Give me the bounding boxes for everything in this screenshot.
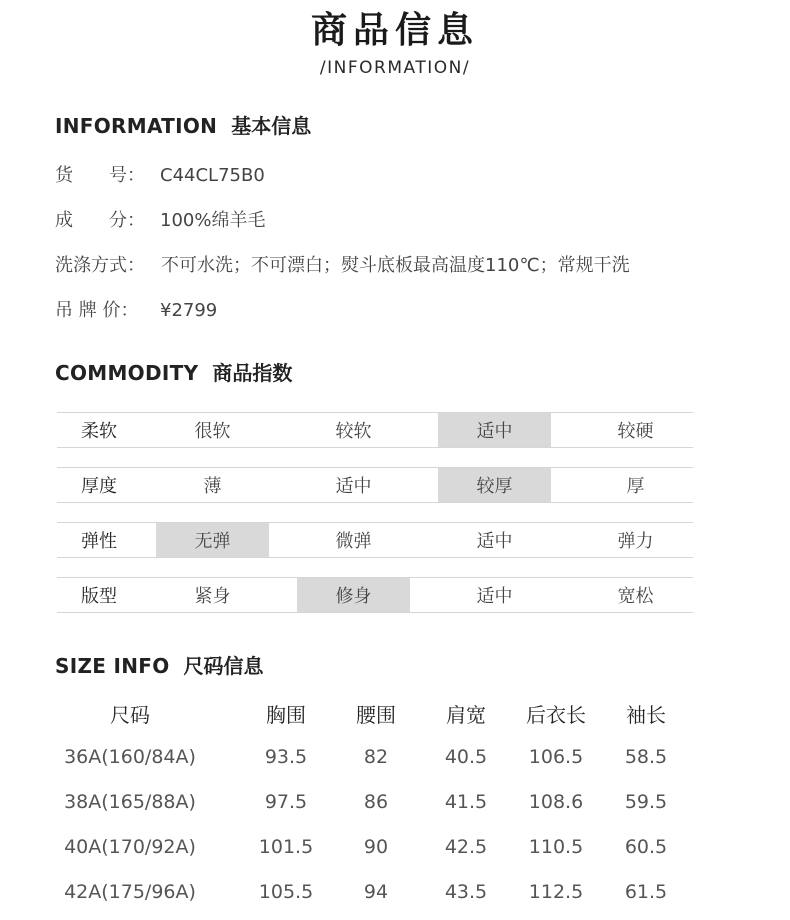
- size-cell: 42A(175/96A): [64, 880, 196, 903]
- index-option: 较软: [335, 421, 372, 442]
- info-label: 吊 牌 价：: [55, 300, 139, 321]
- index-row-name: 柔软: [81, 421, 117, 442]
- index-row-fit: [57, 577, 693, 613]
- index-option: 微弹: [335, 531, 372, 552]
- size-info-heading: [55, 650, 264, 679]
- size-cell: 36A(160/84A): [64, 745, 196, 768]
- size-col-header: 肩宽: [446, 702, 486, 727]
- index-option: 适中: [476, 586, 513, 607]
- size-cell: 110.5: [528, 835, 584, 858]
- size-cell: 38A(165/88A): [64, 790, 196, 813]
- index-option: 薄: [203, 476, 222, 497]
- index-option: 紧身: [194, 586, 231, 607]
- info-value: C44CL75B0: [160, 165, 265, 186]
- size-cell: 106.5: [528, 745, 584, 768]
- info-value: 100%绵羊毛: [160, 210, 266, 231]
- size-cell: 43.5: [444, 880, 488, 903]
- size-info-heading-cn: 尺码信息: [183, 654, 264, 678]
- size-col-header: 后衣长: [526, 702, 586, 727]
- size-cell: 93.5: [264, 745, 308, 768]
- commodity-heading: [55, 357, 292, 386]
- info-label: 货 号：: [55, 165, 145, 186]
- index-option: 适中: [476, 531, 513, 552]
- index-row-name: 弹性: [81, 531, 117, 552]
- info-row-washing: [55, 251, 630, 277]
- index-row-thickness: [57, 467, 693, 503]
- basic-info-heading: [55, 110, 311, 139]
- size-cell: 86: [363, 790, 389, 813]
- table-row: [55, 869, 755, 914]
- commodity-heading-cn: 商品指数: [212, 361, 293, 385]
- size-cell: 105.5: [258, 880, 314, 903]
- index-row-elasticity: [57, 522, 693, 558]
- size-table: [55, 692, 755, 914]
- index-option: 较硬: [617, 421, 654, 442]
- index-option: 厚: [626, 476, 645, 497]
- index-option: 较厚: [438, 468, 551, 502]
- commodity-heading-en: COMMODITY: [55, 361, 199, 385]
- size-cell: 40A(170/92A): [64, 835, 196, 858]
- info-label: 洗涤方式：: [55, 255, 145, 276]
- table-row: [55, 824, 755, 869]
- size-cell: 58.5: [624, 745, 668, 768]
- index-option: 无弹: [156, 523, 269, 557]
- index-option: 宽松: [617, 586, 654, 607]
- size-info-heading-en: SIZE INFO: [55, 654, 170, 678]
- info-value: ¥2799: [160, 300, 218, 321]
- size-col-header: 袖长: [626, 702, 666, 727]
- info-row-composition: [55, 206, 265, 232]
- basic-info-heading-en: INFORMATION: [55, 114, 218, 138]
- size-cell: 97.5: [264, 790, 308, 813]
- size-table-header: [55, 692, 755, 734]
- basic-info-heading-cn: 基本信息: [231, 114, 312, 138]
- index-row-softness: [57, 412, 693, 448]
- size-cell: 94: [363, 880, 389, 903]
- index-row-name: 版型: [81, 586, 117, 607]
- size-cell: 90: [363, 835, 389, 858]
- size-col-header: 胸围: [266, 702, 306, 727]
- table-row: [55, 734, 755, 779]
- index-option: 很软: [194, 421, 231, 442]
- size-col-header: 腰围: [356, 702, 396, 727]
- page-subtitle: /INFORMATION/: [319, 58, 471, 78]
- size-col-header: 尺码: [110, 702, 150, 727]
- size-cell: 101.5: [258, 835, 314, 858]
- index-option: 弹力: [617, 531, 654, 552]
- index-option: 适中: [335, 476, 372, 497]
- size-cell: 40.5: [444, 745, 488, 768]
- size-cell: 112.5: [528, 880, 584, 903]
- index-option: 修身: [297, 578, 410, 612]
- size-cell: 60.5: [624, 835, 668, 858]
- size-cell: 42.5: [444, 835, 488, 858]
- table-row: [55, 779, 755, 824]
- info-row-tag-price: [55, 296, 217, 322]
- index-row-name: 厚度: [81, 476, 117, 497]
- size-cell: 82: [363, 745, 389, 768]
- size-cell: 108.6: [528, 790, 584, 813]
- info-row-item-number: [55, 161, 265, 187]
- page-title: 商品信息: [310, 10, 479, 51]
- size-cell: 41.5: [444, 790, 488, 813]
- index-option: 适中: [438, 413, 551, 447]
- size-cell: 59.5: [624, 790, 668, 813]
- info-value: 不可水洗；不可漂白；熨斗底板最高温度110℃；常规干洗: [161, 255, 630, 276]
- size-cell: 61.5: [624, 880, 668, 903]
- info-label: 成 分：: [55, 210, 145, 231]
